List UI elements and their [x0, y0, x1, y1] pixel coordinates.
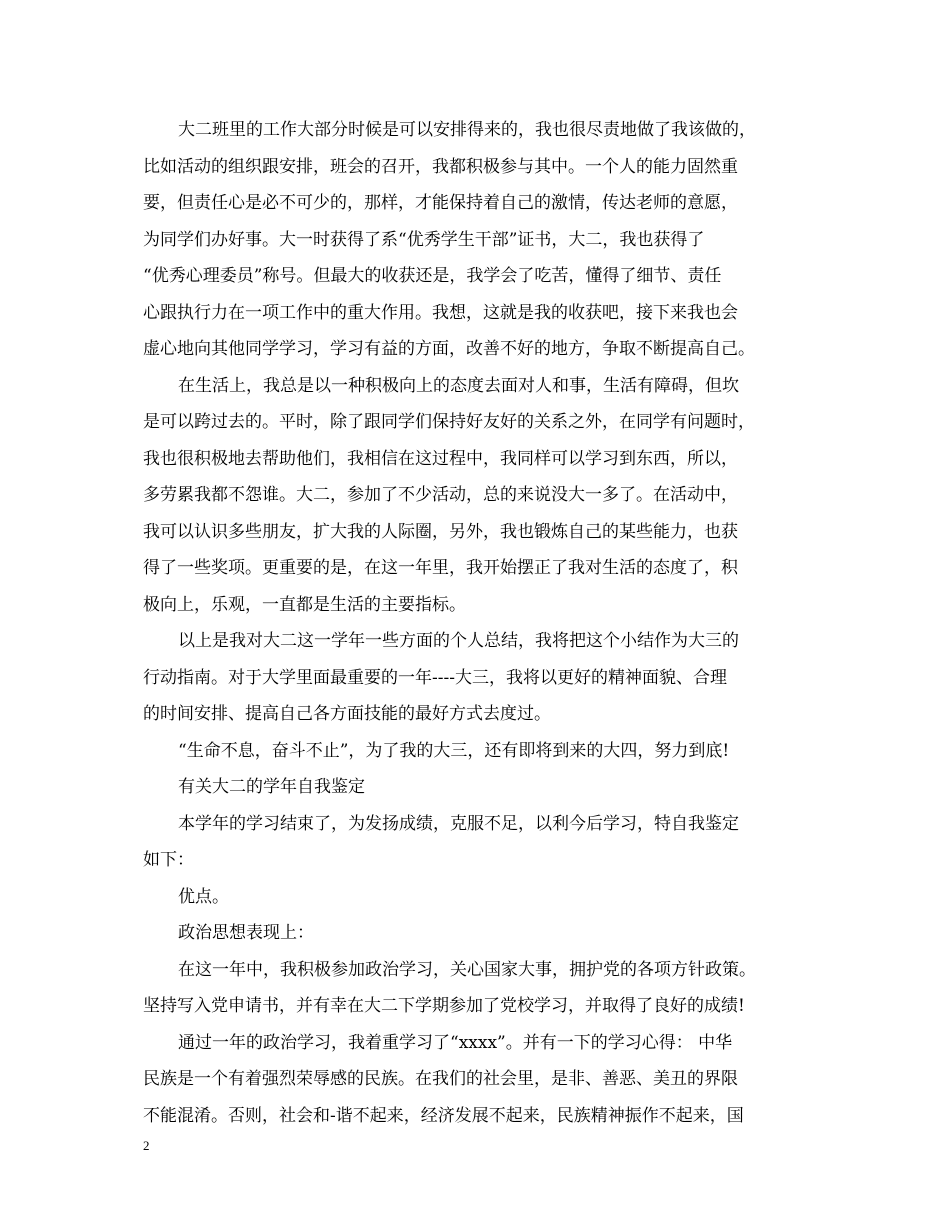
text-line: 坚持写入党申请书，并有幸在大二下学期参加了党校学习，并取得了良好的成绩! [143, 996, 745, 1016]
text-line: 本学年的学习结束了，为发扬成绩，克服不足，以利今后学习，特自我鉴定 [178, 813, 739, 834]
text-line: 极向上，乐观，一直都是生活的主要指标。 [143, 594, 466, 615]
text-line: 如下： [143, 850, 194, 870]
text-line: “优秀心理委员”称号。但最大的收获还是，我学会了吃苦，懂得了细节、责任 [143, 266, 722, 286]
text-line: 虚心地向其他同学学习，学习有益的方面，改善不好的地方，争取不断提高自己。 [143, 339, 755, 359]
text-line: 心跟执行力在一项工作中的重大作用。我想，这就是我的收获吧，接下来我也会 [143, 302, 738, 323]
text-line: 为同学们办好事。大一时获得了系“优秀学生干部”证书，大二，我也获得了 [143, 229, 705, 250]
text-line: 我也很积极地去帮助他们，我相信在这过程中，我同样可以学习到东西，所以， [143, 448, 738, 469]
text-line: 以上是我对大二这一学年一些方面的个人总结，我将把这个小结作为大三的 [178, 631, 739, 651]
text-line: 比如活动的组织跟安排，班会的召开，我都积极参与其中。一个人的能力固然重 [143, 156, 738, 177]
text-line: 我可以认识多些朋友，扩大我的人际圈，另外，我也锻炼自己的某些能力，也获 [143, 521, 738, 542]
text-line: 多劳累我都不怨谁。大二，参加了不少活动，总的来说没大一多了。在活动中， [143, 485, 738, 505]
text-line: 有关大二的学年自我鉴定 [178, 777, 365, 797]
text-line: 在生活上，我总是以一种积极向上的态度去面对人和事，生活有障碍，但坎 [178, 375, 739, 396]
text-line: 政治思想表现上： [178, 923, 314, 943]
text-line: 不能混淆。否则，社会和-谐不起来，经济发展不起来，民族精神振作不起来，国 [143, 1105, 744, 1126]
text-line: 优点。 [178, 886, 229, 907]
text-line: 大二班里的工作大部分时候是可以安排得来的，我也很尽责地做了我该做的， [178, 120, 756, 140]
text-line: 行动指南。对于大学里面最重要的一年----大三，我将以更好的精神面貌、合理 [143, 667, 727, 688]
text-line: 在这一年中，我积极参加政治学习，关心国家大事，拥护党的各项方针政策。 [178, 959, 756, 980]
page-number: 2 [143, 1138, 150, 1153]
text-line: 是可以跨过去的。平时，除了跟同学们保持好友好的关系之外，在同学有问题时， [143, 412, 755, 432]
text-line: “生命不息，奋斗不止”，为了我的大三，还有即将到来的大四，努力到底! [178, 740, 730, 761]
text-line: 的时间安排、提高自己各方面技能的最好方式去度过。 [143, 704, 551, 724]
text-line: 通过一年的政治学习，我着重学习了“xxxx”。并有一下的学习心得： 中华 [178, 1032, 733, 1053]
text-line: 得了一些奖项。更重要的是，在这一年里，我开始摆正了我对生活的态度了，积 [143, 558, 738, 578]
text-line: 民族是一个有着强烈荣辱感的民族。在我们的社会里，是非、善恶、美丑的界限 [143, 1069, 738, 1089]
text-line: 要，但责任心是必不可少的，那样，才能保持着自己的激情，传达老师的意愿， [143, 193, 738, 213]
